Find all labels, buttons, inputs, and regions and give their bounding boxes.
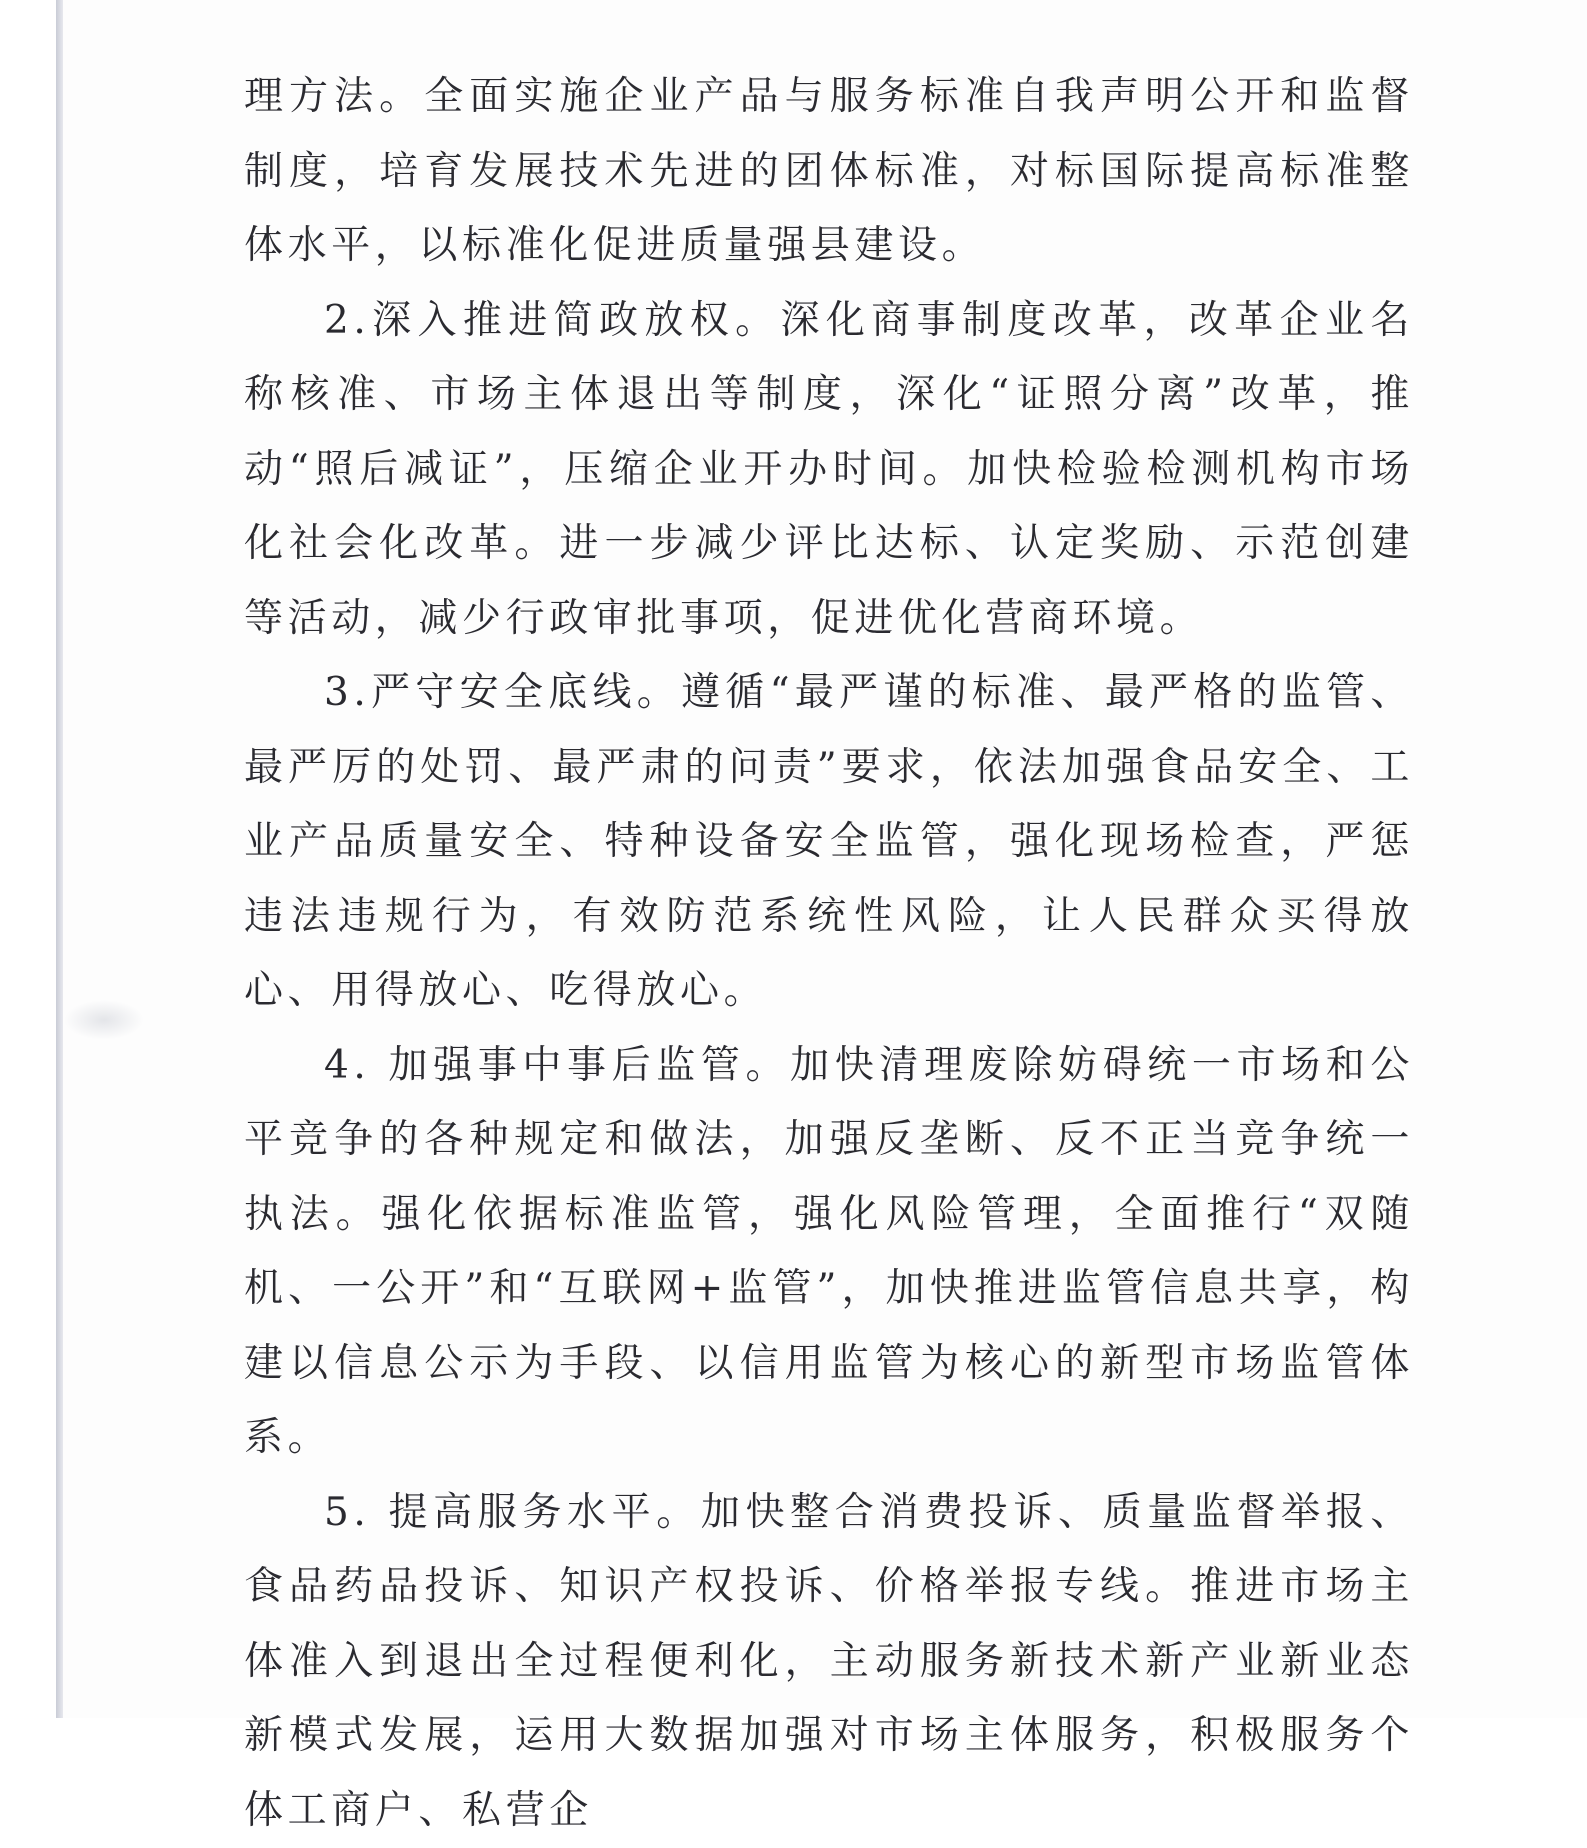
binding-edge bbox=[56, 0, 63, 1718]
paragraph-item-3: 3.严守安全底线。遵循“最严谨的标准、最严格的监管、最严厉的处罚、最严肃的问责”要求，依法加强食品安全、工业产品质量安全、特种设备安全监管，强化现场检查，严惩违法违规行为，有效防范系统性风险，让人民群众买得放心、用得放心、吃得放心。 bbox=[244, 656, 1414, 1029]
document-body bbox=[244, 60, 1414, 1848]
paragraph-continuation: 理方法。全面实施企业产品与服务标准自我声明公开和监督制度，培育发展技术先进的团体标准，对标国际提高标准整体水平，以标准化促进质量强县建设。 bbox=[244, 60, 1414, 284]
paragraph-item-4: 4. 加强事中事后监管。加快清理废除妨碍统一市场和公平竞争的各种规定和做法，加强反垄断、反不正当竞争统一执法。强化依据标准监管，强化风险管理，全面推行“双随机、一公开”和“互联网+监管”，加快推进监管信息共享，构建以信息公示为手段、以信用监管为核心的新型市场监管体系。 bbox=[244, 1029, 1414, 1476]
page-margin bbox=[0, 0, 56, 1718]
paragraph-item-5: 5. 提高服务水平。加快整合消费投诉、质量监督举报、食品药品投诉、知识产权投诉、价格举报专线。推进市场主体准入到退出全过程便利化，主动服务新技术新产业新业态新模式发展，运用大数据加强对市场主体服务，积极服务个体工商户、私营企 bbox=[244, 1476, 1414, 1848]
scan-smudge bbox=[64, 1000, 144, 1040]
paragraph-item-2: 2.深入推进简政放权。深化商事制度改革，改革企业名称核准、市场主体退出等制度，深化“证照分离”改革，推动“照后减证”，压缩企业开办时间。加快检验检测机构市场化社会化改革。进一步减少评比达标、认定奖励、示范创建等活动，减少行政审批事项，促进优化营商环境。 bbox=[244, 284, 1414, 657]
